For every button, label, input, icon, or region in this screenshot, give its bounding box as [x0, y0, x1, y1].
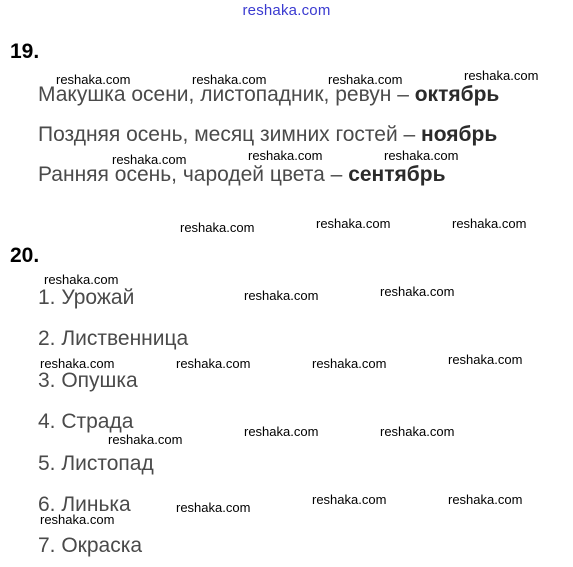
- watermark: reshaka.com: [176, 356, 251, 371]
- watermark: reshaka.com: [380, 284, 455, 299]
- task-20-item-1: 1. Урожай: [38, 286, 135, 309]
- watermark: reshaka.com: [176, 500, 251, 515]
- watermark: reshaka.com: [312, 492, 387, 507]
- task-19-line-3: [38, 163, 445, 187]
- watermark: reshaka.com: [448, 492, 523, 507]
- watermark: reshaka.com: [112, 152, 187, 167]
- watermark: reshaka.com: [452, 216, 527, 231]
- task-19-line-2: [38, 123, 497, 147]
- watermark: reshaka.com: [44, 272, 119, 287]
- task-19-number: 19.: [10, 40, 40, 63]
- task-20-item-3: 3. Опушка: [38, 369, 138, 392]
- watermark: reshaka.com: [448, 352, 523, 367]
- watermark: reshaka.com: [316, 216, 391, 231]
- watermark: reshaka.com: [40, 512, 115, 527]
- task-20-item-6: 6. Линька: [38, 493, 131, 516]
- watermark: reshaka.com: [464, 68, 539, 83]
- watermark: reshaka.com: [248, 148, 323, 163]
- watermark: reshaka.com: [380, 424, 455, 439]
- watermark: reshaka.com: [108, 432, 183, 447]
- watermark: reshaka.com: [244, 288, 319, 303]
- task-20-item-5: 5. Листопад: [38, 452, 154, 475]
- watermark: reshaka.com: [328, 72, 403, 87]
- task-20-item-7: 7. Окраска: [38, 534, 143, 557]
- watermark: reshaka.com: [244, 424, 319, 439]
- task-19-line-2-text: Поздняя осень, месяц зимних гостей –: [38, 123, 422, 146]
- watermark: reshaka.com: [312, 356, 387, 371]
- task-20-item-2: 2. Лиственница: [38, 327, 189, 350]
- task-20-item-4: 4. Страда: [38, 410, 134, 433]
- task-19-line-1-answer: октябрь: [414, 83, 500, 106]
- task-19-line-3-answer: сентябрь: [348, 163, 446, 186]
- task-19-line-3-text: Ранняя осень, чародей цвета –: [38, 163, 349, 186]
- watermark: reshaka.com: [180, 220, 255, 235]
- watermark: reshaka.com: [56, 72, 131, 87]
- task-19-line-2-answer: ноябрь: [421, 123, 498, 146]
- watermark: reshaka.com: [40, 356, 115, 371]
- watermark: reshaka.com: [384, 148, 459, 163]
- task-19-line-1-text: Макушка осени, листопадник, ревун –: [38, 83, 415, 106]
- site-header-watermark: reshaka.com: [242, 2, 331, 19]
- watermark: reshaka.com: [192, 72, 267, 87]
- task-20-number: 20.: [10, 244, 40, 267]
